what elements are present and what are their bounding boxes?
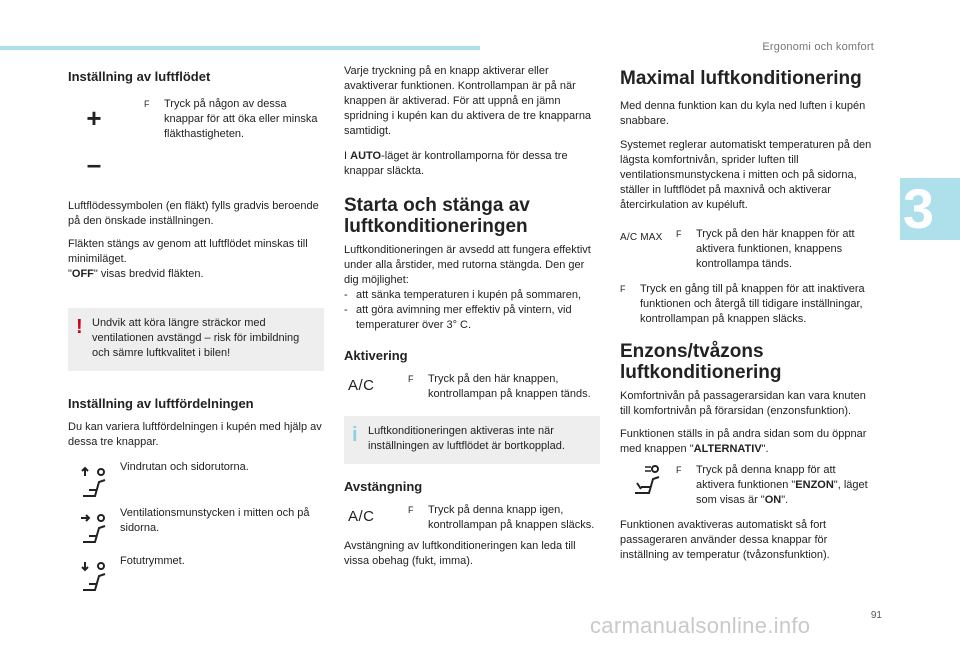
deactivation-row: [344, 503, 600, 533]
zone-bullet-text: Tryck på denna knapp för att aktivera funktionen "ENZON", läget som visas är "ON".: [696, 464, 868, 506]
distribution-heading: Inställning av luftfördelningen: [68, 396, 254, 411]
windshield-seat-icon: [68, 462, 120, 500]
start-stop-item: - att göra avimning mer effektiv på vintern, vid temperaturer över 3° C.: [344, 304, 572, 331]
dist-windshield-text: Vindrutan och sidorutorna.: [120, 461, 249, 473]
column-left: [68, 64, 324, 594]
led-text: Varje tryckning på en knapp aktiverar eller avaktiverar funktionen. Kontrollampan är på när knappen är aktiverad. För att uppnå en jämn spridning i kupén kan du aktivera de tre knapparna samtidigt.: [344, 65, 592, 137]
dist-vents-text: Ventilationsmunstycken i mitten och på sidorna.: [120, 507, 310, 534]
max-intro: Med denna funktion kan du kyla ned luften i kupén snabbare.: [620, 100, 866, 127]
zone-heading: Enzons/tvåzons luftkonditionering: [620, 341, 782, 383]
fan-symbol-text: Luftflödessymbolen (en fläkt) fylls gradvis beroende på den önskade inställningen.: [68, 200, 319, 227]
activation-bullet-text: Tryck på den här knappen, kontrollampan på knappen tänds.: [428, 373, 591, 400]
bullet-icon: F: [676, 229, 682, 239]
dist-vents-row: [68, 508, 324, 546]
warning-box: [68, 308, 324, 371]
zone-row: [620, 463, 876, 508]
activation-bullet: [408, 372, 598, 402]
deactivation-bullet: [408, 503, 598, 533]
start-stop-intro: Luftkonditioneringen är avsedd att fungera effektivt under alla årstider, med rutorna stängda. Den ger dig möjlighet:: [344, 244, 591, 286]
acmax-row: [620, 227, 876, 272]
info-text: Luftkonditioneringen aktiveras inte när inställningen av luftflödet är bortkopplad.: [368, 425, 565, 452]
ac-button-icon: A/C: [348, 377, 375, 394]
single-zone-seat-icon: [620, 463, 676, 497]
activation-row: [344, 372, 600, 402]
acmax-bullet-text: Tryck på den här knappen för att aktivera funktionen, knappens kontrollampa tänds.: [696, 228, 855, 270]
page-number: 91: [870, 610, 882, 621]
chapter-title: Ergonomi och komfort: [762, 41, 874, 53]
deactivation-bullet-text: Tryck på denna knapp igen, kontrollampan på knappen släcks.: [428, 504, 595, 531]
column-right: [620, 64, 876, 563]
on-word: ON: [764, 494, 782, 506]
bullet-icon: F: [408, 505, 414, 515]
max-deactivate-text: Tryck en gång till på knappen för att inaktivera funktionen och återgå till tidigare inställningar, kontrollampan på knappen släcks.: [640, 283, 865, 325]
dist-windshield-row: [68, 462, 324, 500]
dist-feet-text: Fotutrymmet.: [120, 555, 185, 567]
airflow-heading: Inställning av luftflödet: [68, 69, 211, 84]
alternativ-word: ALTERNATIV: [693, 443, 762, 455]
plus-icon: +: [86, 103, 102, 133]
ac-max-button-icon: A/C MAX: [620, 232, 663, 243]
max-heading: Maximal luftkonditionering: [620, 68, 862, 89]
airflow-buttons-row: [68, 97, 324, 177]
bullet-icon: F: [144, 99, 150, 109]
header-accent-bar: [0, 46, 480, 50]
minus-icon: –: [86, 149, 102, 179]
enzon-word: ENZON: [795, 479, 834, 491]
distribution-intro: Du kan variera luftfördelningen i kupén med hjälp av dessa tre knappar.: [68, 421, 322, 448]
column-middle: [344, 64, 600, 569]
auto-word: AUTO: [350, 150, 382, 162]
dist-feet-row: [68, 556, 324, 594]
max-system: Systemet reglerar automatiskt temperaturen på den lägsta komfortnivån, sprider luften till ventilationsmunstyckena i mitten och på sidorna, ställer in luftflödet på maxnivå och aktiverar återcirkulation av kupéluft.: [620, 139, 872, 211]
start-stop-heading: Starta och stänga av luftkonditioneringen: [344, 195, 530, 237]
max-deactivate-bullet: [620, 282, 876, 327]
zone-intro: Komfortnivån på passagerarsidan kan vara knuten till komfortnivån på förarsidan (enzonsfunktion).: [620, 390, 866, 417]
chapter-number: 3: [902, 177, 934, 240]
start-stop-item: - att sänka temperaturen i kupén på sommaren,: [344, 289, 582, 301]
zone-setting: Funktionen ställs in på andra sidan som du öppnar med knappen "ALTERNATIV".: [620, 428, 867, 455]
airflow-bullet: [144, 97, 324, 142]
off-line: "OFF" visas bredvid fläkten.: [68, 268, 204, 280]
fan-off-text: Fläkten stängs av genom att luftflödet minskas till minimiläget.: [68, 238, 308, 265]
auto-text: I AUTO-läget är kontrollamporna för dessa tre knappar släckta.: [344, 150, 568, 177]
info-box: [344, 416, 600, 464]
bullet-icon: F: [620, 284, 626, 294]
warning-text: Undvik att köra längre sträckor med ventilationen avstängd – risk för imbildning och sämre luftkvalitet i bilen!: [92, 317, 300, 359]
bullet-icon: F: [676, 465, 682, 475]
warning-icon: !: [76, 316, 83, 338]
deactivation-heading: Avstängning: [344, 479, 423, 494]
watermark: carmanualsonline.info: [590, 613, 811, 638]
deactivation-text: Avstängning av luftkonditioneringen kan leda till vissa obehag (fukt, imma).: [344, 540, 576, 567]
vents-seat-icon: [68, 508, 120, 546]
bullet-icon: F: [408, 374, 414, 384]
zone-auto-off: Funktionen avaktiveras automatiskt så fort passageraren använder dessa knappar för inställning av temperatur (tvåzonsfunktion).: [620, 519, 830, 561]
ac-button-icon: A/C: [348, 508, 375, 525]
zone-bullet: [676, 463, 876, 508]
activation-heading: Aktivering: [344, 348, 408, 363]
off-word: OFF: [71, 268, 94, 280]
feet-seat-icon: [68, 556, 120, 594]
acmax-bullet: [676, 227, 876, 272]
airflow-bullet-text: Tryck på någon av dessa knappar för att öka eller minska fläkthastigheten.: [164, 98, 318, 140]
info-icon: i: [352, 424, 358, 446]
